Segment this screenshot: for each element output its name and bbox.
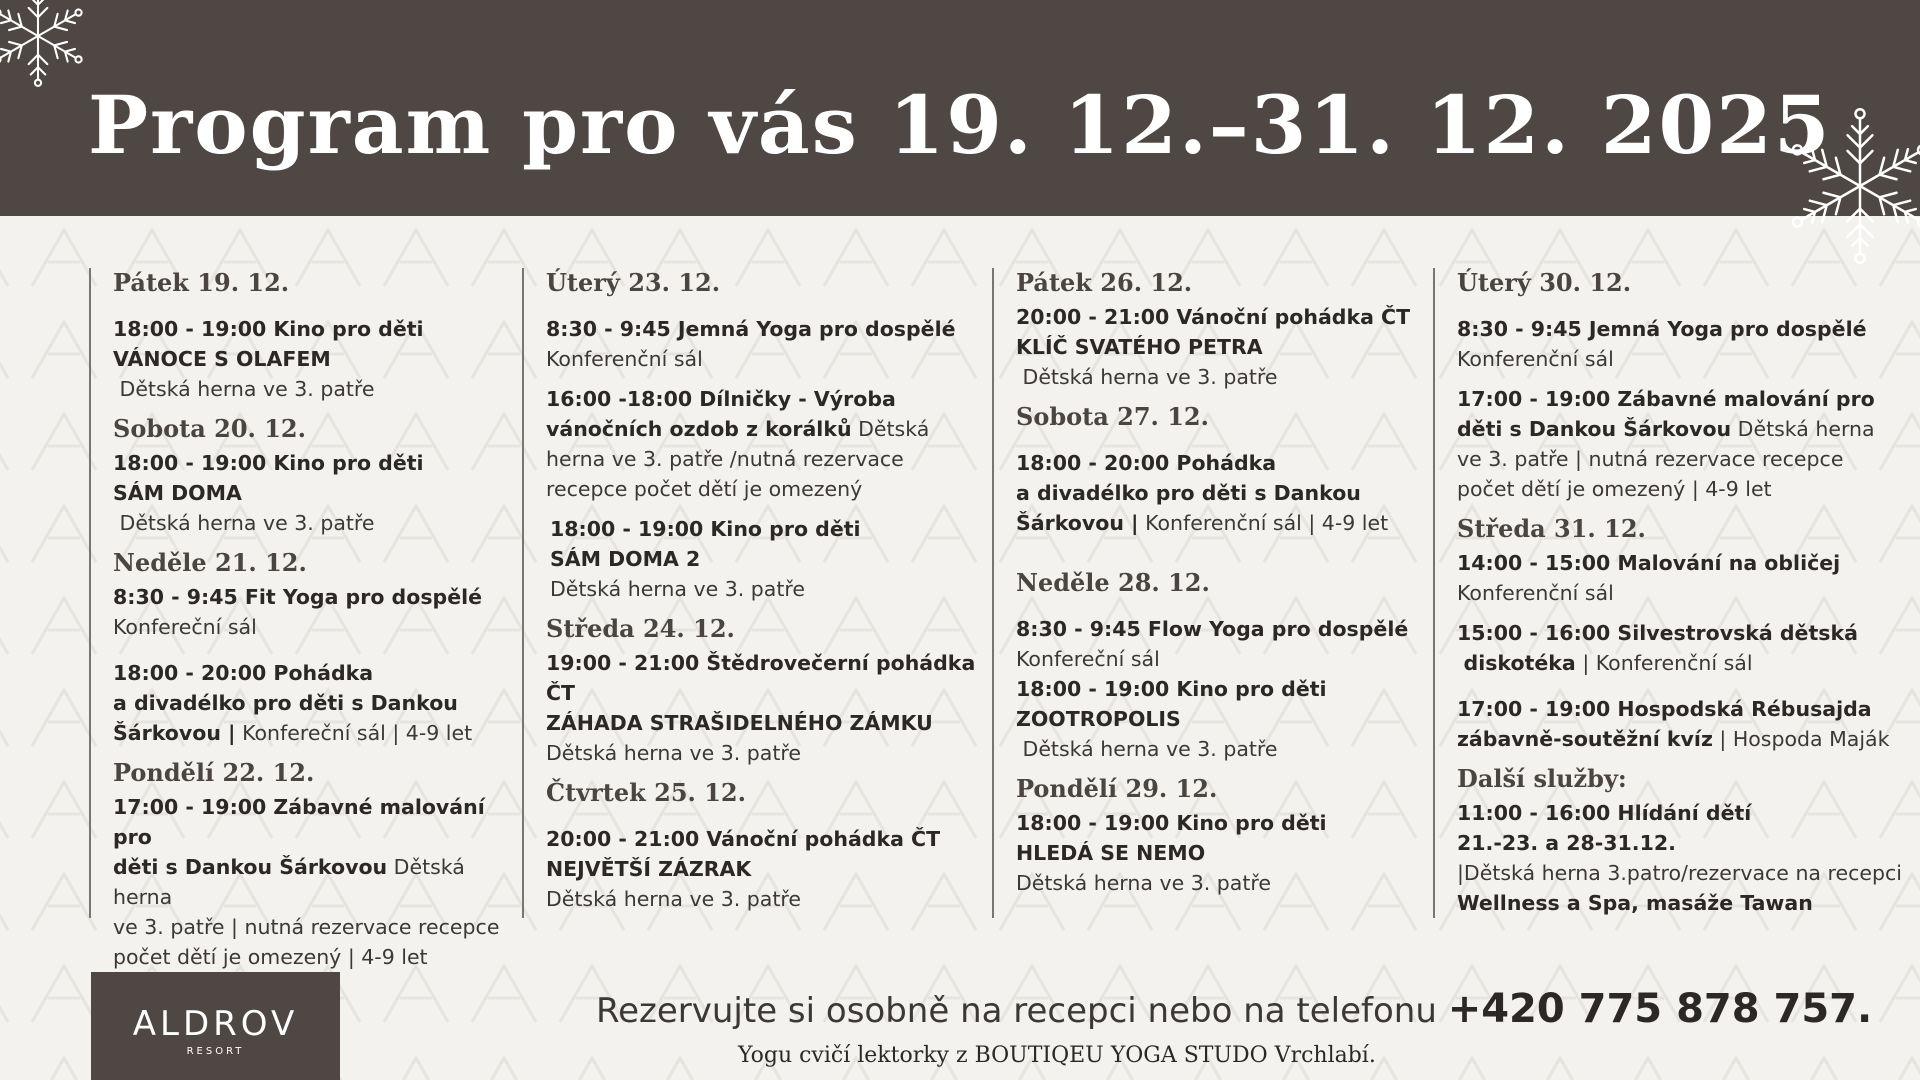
page-title: Program pro vás 19. 12.–31. 12. 2025: [88, 78, 1832, 172]
event-time-title: 20:00 - 21:00 Vánoční pohádka ČT: [1016, 305, 1411, 329]
event-item: [1457, 384, 1913, 504]
event-item: [1457, 618, 1913, 678]
logo-wordmark: ALDROV: [132, 1004, 299, 1044]
event-place-line: počet dětí je omezený | 4-9 let: [113, 945, 428, 969]
event-place: Dětská herna: [113, 855, 465, 909]
event-line: Šárkovou |: [113, 721, 236, 745]
day-title: Sobota 20. 12.: [113, 414, 306, 443]
event-time-title: 15:00 - 16:00 Silvestrovská dětská: [1457, 621, 1858, 645]
event-line: děti s Dankou Šárkovou: [113, 855, 388, 879]
event-name: NEJVĚTŠÍ ZÁZRAK: [546, 857, 752, 881]
event-line: 21.-23. a 28-31.12.: [1457, 831, 1676, 855]
event-item: [1016, 302, 1432, 392]
event-line: děti s Dankou Šárkovou: [1457, 417, 1732, 441]
event-place: Konfereční sál: [1016, 647, 1160, 671]
day-title: Pátek 26. 12.: [1016, 268, 1193, 297]
event-place-line: ve 3. patře | nutná rezervace recepce: [1457, 447, 1844, 471]
event-place: Dětská herna ve 3. patře: [119, 511, 375, 535]
footer-note: Yogu cvičí lektorky z BOUTIQEU YOGA STUDO Vrchlabí.: [738, 1043, 1376, 1068]
event-line: a divadélko pro děti s Dankou: [113, 691, 458, 715]
event-name: SÁM DOMA 2: [550, 547, 701, 571]
event-place: Konfereční sál | 4-9 let: [242, 721, 473, 745]
event-item: [1016, 674, 1432, 764]
event-place: Konferenční sál | 4-9 let: [1145, 511, 1389, 535]
event-item: [113, 314, 529, 404]
event-line: Šárkovou |: [1016, 511, 1139, 535]
event-line: zábavně-soutěžní kvíz: [1457, 727, 1713, 751]
event-item: [1457, 314, 1913, 374]
event-place: Konfereční sál: [113, 615, 257, 639]
day-title: Pondělí 29. 12.: [1016, 774, 1218, 803]
event-item: [113, 658, 529, 748]
event-time-title: 8:30 - 9:45 Jemná Yoga pro dospělé: [1457, 317, 1867, 341]
day-title: Úterý 30. 12.: [1457, 268, 1632, 297]
event-item: [1457, 798, 1913, 918]
day-title: Středa 24. 12.: [546, 614, 735, 643]
event-place: | Hospoda Maják: [1719, 727, 1890, 751]
event-time-title: 19:00 - 21:00 Štědrovečerní pohádka ČT: [546, 651, 976, 705]
event-place: | Konferenční sál: [1582, 651, 1753, 675]
event-time-title: 18:00 - 19:00 Kino pro děti: [1016, 811, 1327, 835]
event-place: Dětská herna ve 3. patře: [119, 377, 375, 401]
event-time-title: 17:00 - 19:00 Zábavné malování pro: [1457, 387, 1875, 411]
day-title: Středa 31. 12.: [1457, 514, 1646, 543]
event-time-title: 11:00 - 16:00 Hlídání dětí: [1457, 801, 1752, 825]
day-title: Neděle 28. 12.: [1016, 568, 1210, 597]
event-line: a divadélko pro děti s Dankou: [1016, 481, 1361, 505]
event-item: [1457, 694, 1913, 754]
event-item: [1016, 448, 1432, 538]
event-time-title: 17:00 - 19:00 Zábavné malování pro: [113, 795, 485, 849]
event-time-title: 8:30 - 9:45 Flow Yoga pro dospělé: [1016, 617, 1409, 641]
event-place-line: počet dětí je omezený | 4-9 let: [1457, 477, 1772, 501]
event-item: [113, 582, 529, 642]
event-item: [113, 792, 529, 972]
event-place: |Dětská herna 3.patro/rezervace na recepci: [1457, 861, 1902, 885]
event-time-title: 16:00 -18:00 Dílničky - Výroba: [546, 387, 896, 411]
event-name: KLÍČ SVATÉHO PETRA: [1016, 335, 1263, 359]
event-item: [546, 384, 982, 504]
event-item: [546, 824, 982, 914]
event-item: [1016, 614, 1432, 674]
contact-phone[interactable]: +420 775 878 757.: [1447, 986, 1873, 1032]
day-title: Pátek 19. 12.: [113, 268, 290, 297]
snowflake-icon: [0, 0, 90, 88]
event-place: Konferenční sál: [1457, 347, 1614, 371]
event-place: Dětská herna ve 3. patře: [1016, 871, 1271, 895]
day-title: Neděle 21. 12.: [113, 548, 307, 577]
event-name: SÁM DOMA: [113, 481, 242, 505]
event-time-title: 18:00 - 19:00 Kino pro děti: [550, 517, 861, 541]
day-title: Další služby:: [1457, 764, 1627, 793]
event-place: Konferenční sál: [546, 347, 703, 371]
event-extra: Wellness a Spa, masáže Tawan: [1457, 891, 1813, 915]
event-place: Dětská herna ve 3. patře: [1022, 737, 1278, 761]
event-name: HLEDÁ SE NEMO: [1016, 841, 1206, 865]
event-time-title: 18:00 - 19:00 Kino pro děti: [1016, 677, 1327, 701]
event-item: [113, 448, 529, 538]
schedule-column-1: [89, 268, 529, 969]
event-name: ZÁHADA STRAŠIDELNÉHO ZÁMKU: [546, 711, 933, 735]
event-place: Dětská herna ve 3. patře: [1022, 365, 1278, 389]
day-title: Úterý 23. 12.: [546, 268, 721, 297]
event-line: diskotéka: [1463, 651, 1576, 675]
schedule-column-4: [1433, 268, 1913, 918]
event-time-title: 8:30 - 9:45 Fit Yoga pro dospělé: [113, 585, 483, 609]
event-item: [546, 514, 982, 604]
event-time-title: 18:00 - 20:00 Pohádka: [1016, 451, 1277, 475]
event-place: Dětská herna ve 3. patře: [546, 741, 801, 765]
contact-text: Rezervujte si osobně na recepci nebo na telefonu: [596, 991, 1437, 1031]
day-title: Čtvrtek 25. 12.: [546, 778, 746, 807]
header-banner: [0, 0, 1920, 216]
event-name: ZOOTROPOLIS: [1016, 707, 1181, 731]
event-time-title: 20:00 - 21:00 Vánoční pohádka ČT: [546, 827, 941, 851]
event-time-title: 14:00 - 15:00 Malování na obličej: [1457, 551, 1841, 575]
event-place: Dětská herna ve 3. patře: [546, 887, 801, 911]
event-place: Dětská: [858, 417, 930, 441]
event-time-title: 18:00 - 19:00 Kino pro děti: [113, 317, 424, 341]
contact-line: [596, 986, 1872, 1032]
event-name: VÁNOCE S OLAFEM: [113, 347, 331, 371]
aldrov-logo: [91, 972, 340, 1080]
schedule-column-3: [992, 268, 1432, 918]
event-item: [546, 314, 982, 374]
event-item: [1457, 548, 1913, 608]
event-time-title: 8:30 - 9:45 Jemná Yoga pro dospělé: [546, 317, 956, 341]
day-title: Sobota 27. 12.: [1016, 402, 1209, 431]
event-item: [546, 648, 982, 768]
event-place: Konferenční sál: [1457, 581, 1614, 605]
event-item: [1016, 808, 1432, 898]
event-place-line: herna ve 3. patře /nutná rezervace: [546, 447, 904, 471]
event-time-title: 18:00 - 20:00 Pohádka: [113, 661, 374, 685]
schedule-column-2: [522, 268, 982, 918]
event-line: vánočních ozdob z korálků: [546, 417, 852, 441]
event-time-title: 17:00 - 19:00 Hospodská Rébusajda: [1457, 697, 1872, 721]
logo-subtitle: RESORT: [186, 1046, 245, 1057]
event-place-line: recepce počet dětí je omezený: [546, 477, 863, 501]
day-title: Pondělí 22. 12.: [113, 758, 315, 787]
event-place: Dětská herna ve 3. patře: [550, 577, 805, 601]
event-place: Dětská herna: [1737, 417, 1875, 441]
event-place-line: ve 3. patře | nutná rezervace recepce: [113, 915, 500, 939]
snowflake-icon: [1790, 104, 1920, 268]
event-time-title: 18:00 - 19:00 Kino pro děti: [113, 451, 424, 475]
